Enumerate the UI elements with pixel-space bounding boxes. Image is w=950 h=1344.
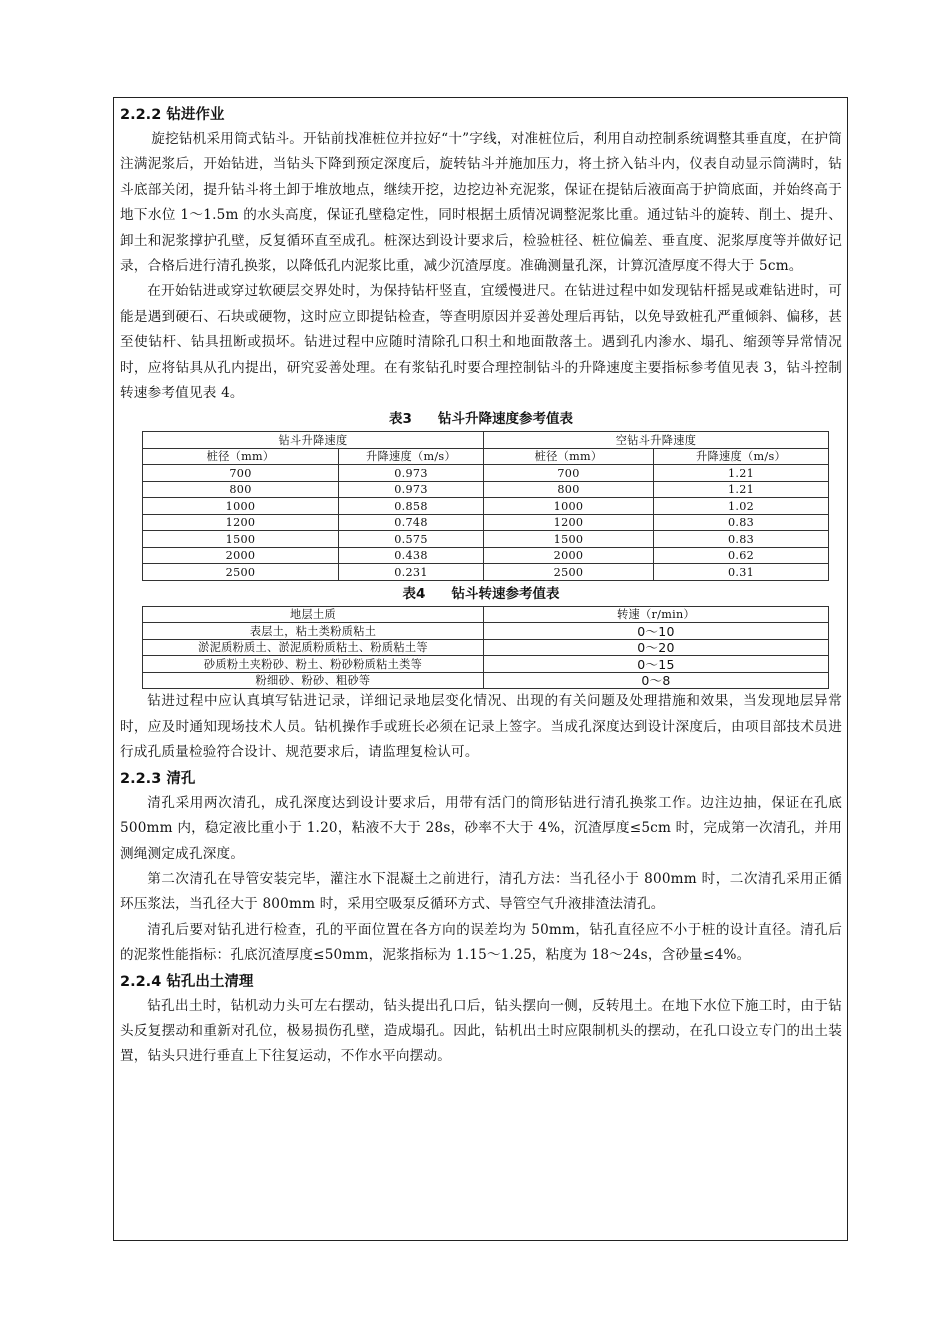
table-group-header: 钻斗升降速度	[143, 432, 484, 449]
paragraph: 清孔采用两次清孔，成孔深度达到设计要求后，用带有活门的筒形钻进行清孔换浆工作。边注边抽，保证在孔底 500mm 内，稳定液比重小于 1.20，粘液不大于 28s，砂率不大于 4%，沉渣厚度≤5cm 时，完成第一次清孔，并用测绳测定成孔深度。	[120, 794, 842, 862]
table-row	[143, 481, 829, 498]
table-cell: 2000	[484, 547, 654, 564]
table-column-header: 桩径（mm）	[143, 448, 339, 465]
table-row	[143, 656, 829, 673]
table-row	[143, 498, 829, 515]
table-cell: 700	[484, 465, 654, 482]
table4-number: 表4	[402, 585, 426, 602]
table-cell: 1500	[143, 531, 339, 548]
table-cell: 0.231	[339, 564, 484, 581]
table-row	[143, 465, 829, 482]
table-row	[143, 514, 829, 531]
table3-caption	[120, 409, 842, 429]
table3-lift-speed	[142, 431, 829, 581]
table-row	[143, 639, 829, 656]
table4-rotation-speed	[142, 606, 829, 690]
table-cell: 砂质粉土夹粉砂、粉土、粉砂粉质粘土类等	[143, 656, 484, 673]
table-header-row	[143, 432, 829, 449]
table-cell: 800	[143, 481, 339, 498]
table-cell: 1200	[143, 514, 339, 531]
table-cell: 0.438	[339, 547, 484, 564]
table-cell: 0.973	[339, 481, 484, 498]
table3-number: 表3	[389, 411, 412, 428]
table-cell: 800	[484, 481, 654, 498]
table-row	[143, 672, 829, 689]
table-cell: 2000	[143, 547, 339, 564]
section-heading-2-2-3: 2.2.3 清孔	[120, 770, 196, 787]
table-cell: 1500	[484, 531, 654, 548]
table4-caption	[120, 584, 842, 604]
table-row	[143, 564, 829, 581]
table-cell: 0.83	[654, 531, 829, 548]
table-row	[143, 623, 829, 640]
table-header-row	[143, 448, 829, 465]
paragraph: 旋挖钻机采用筒式钻斗。开钻前找准桩位并拉好“十”字线，对准桩位后，利用自动控制系统调整其垂直度，在护筒注满泥浆后，开始钻进，当钻头下降到预定深度后，旋转钻斗并施加压力，将土挤入钻斗内，仪表自动显示筒满时，钻斗底部关闭，提升钻斗将土卸于堆放地点，继续开挖，边挖边补充泥浆，保证在提钻后液面高于护筒底面，并始终高于地下水位 1～1.5m 的水头高度，保证孔壁稳定性，同时根据土质情况调整泥浆比重。通过钻斗的旋转、削土、提升、卸土和泥浆撑护孔壁，反复循环直至成孔。桩深达到设计要求后，检验桩径、桩位偏差、垂直度、泥浆厚度等并做好记录，合格后进行清孔换浆，以降低孔内泥浆比重，减少沉渣厚度。准确测量孔深，计算沉渣厚度不得大于 5cm。	[120, 131, 842, 275]
table-cell: 0.62	[654, 547, 829, 564]
table-cell: 2500	[484, 564, 654, 581]
paragraph: 钻进过程中应认真填写钻进记录，详细记录地层变化情况、出现的有关问题及处理措施和效果，当发现地层异常时，应及时通知现场技术人员。钻机操作手或班长必须在记录上签字。当成孔深度达到设计深度后，由项目部技术员进行成孔质量检验符合设计、规范要求后，请监理复检认可。	[120, 693, 842, 761]
table-row	[143, 547, 829, 564]
paragraph: 第二次清孔在导管安装完毕，灌注水下混凝土之前进行，清孔方法：当孔径小于 800mm 时，二次清孔采用正循环压浆法，当孔径大于 800mm 时，采用空吸泵反循环方式、导管空气升液排渣法清孔。	[120, 870, 842, 913]
table-cell: 0.748	[339, 514, 484, 531]
table-cell: 淤泥质粉质土、淤泥质粉质粘土、粉质粘土等	[143, 639, 484, 656]
table-cell: 0.575	[339, 531, 484, 548]
paragraph: 清孔后要对钻孔进行检查，孔的平面位置在各方向的误差均为 50mm，钻孔直径应不小于桩的设计直径。清孔后的泥浆性能指标：孔底沉渣厚度≤50mm，泥浆指标为 1.15～1.25，粘度为 18～24s，含砂量≤4%。	[120, 921, 842, 964]
document-content	[120, 102, 842, 1070]
table-cell: 0.31	[654, 564, 829, 581]
table3-title: 钻斗升降速度参考值表	[437, 411, 573, 428]
table-header-row	[143, 606, 829, 623]
table-cell: 0.973	[339, 465, 484, 482]
paragraph: 在开始钻进或穿过软硬层交界处时，为保持钻杆竖直，宜缓慢进尺。在钻进过程中如发现钻杆摇晃或难钻进时，可能是遇到硬石、石块或硬物，这时应立即提钻检查，等查明原因并妥善处理后再钻，以免导致桩孔严重倾斜、偏移，甚至使钻杆、钻具扭断或损坏。钻进过程中应随时清除孔口积土和地面散落土。遇到孔内渗水、塌孔、缩颈等异常情况时，应将钻具从孔内提出，研究妥善处理。在有浆钻孔时要合理控制钻斗的升降速度主要指标参考值见表 3，钻斗控制转速参考值见表 4。	[120, 283, 842, 402]
table-column-header: 升降速度（m/s）	[654, 448, 829, 465]
table-column-header: 升降速度（m/s）	[339, 448, 484, 465]
table-row	[143, 531, 829, 548]
table-column-header: 转速（r/min）	[484, 606, 829, 623]
table-cell: 0～15	[484, 656, 829, 673]
table-group-header: 空钻斗升降速度	[484, 432, 829, 449]
table-cell: 粉细砂、粉砂、粗砂等	[143, 672, 484, 689]
paragraph: 钻孔出土时，钻机动力头可左右摆动，钻头提出孔口后，钻头摆向一侧，反转甩土。在地下水位下施工时，由于钻头反复摆动和重新对孔位，极易损伤孔壁，造成塌孔。因此，钻机出土时应限制机头的摆动，在孔口设立专门的出土装置，钻头只进行垂直上下往复运动，不作水平向摆动。	[120, 997, 842, 1065]
table-cell: 1000	[484, 498, 654, 515]
table-column-header: 地层土质	[143, 606, 484, 623]
table-cell: 1000	[143, 498, 339, 515]
section-heading-2-2-2: 2.2.2 钻进作业	[120, 107, 225, 123]
section-heading-2-2-4: 2.2.4 钻孔出土清理	[120, 973, 254, 990]
table-column-header: 桩径（mm）	[484, 448, 654, 465]
table-cell: 2500	[143, 564, 339, 581]
table-cell: 700	[143, 465, 339, 482]
table-cell: 0～20	[484, 639, 829, 656]
table-cell: 0～8	[484, 672, 829, 689]
table-cell: 表层土，粘土类粉质粘土	[143, 623, 484, 640]
table-cell: 0.83	[654, 514, 829, 531]
table-cell: 0～10	[484, 623, 829, 640]
table-cell: 0.858	[339, 498, 484, 515]
table4-title: 钻斗转速参考值表	[451, 585, 560, 602]
table-cell: 1.21	[654, 465, 829, 482]
table-cell: 1200	[484, 514, 654, 531]
table-cell: 1.21	[654, 481, 829, 498]
table-cell: 1.02	[654, 498, 829, 515]
